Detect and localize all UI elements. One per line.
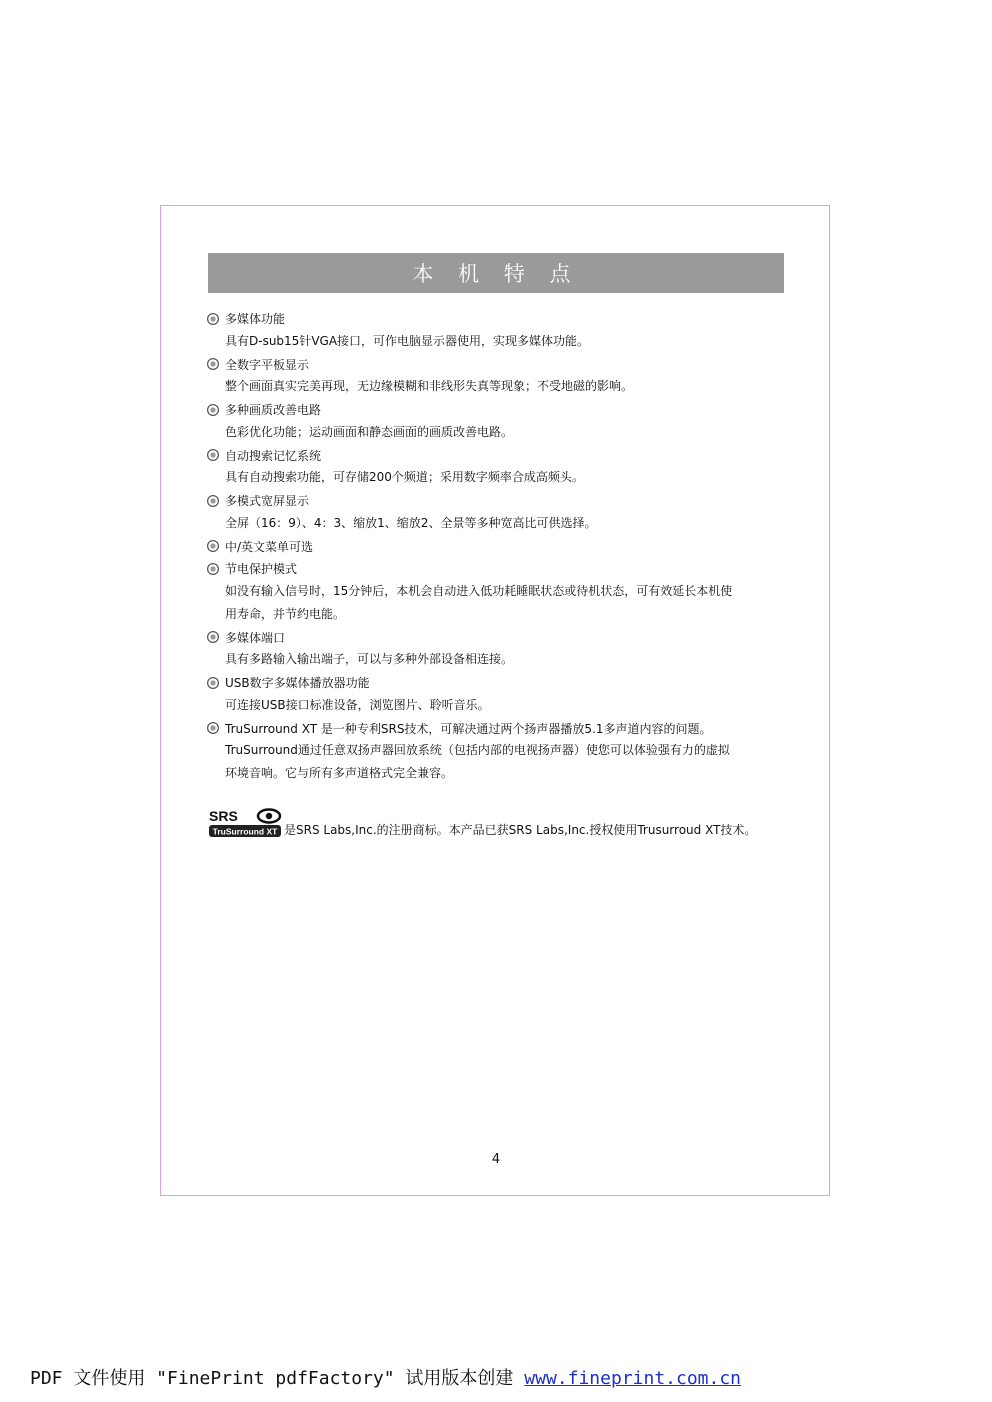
feature-description: TruSurround通过任意双扬声器回放系统（包括内部的电视扬声器）使您可以体验强有力的虚拟 — [225, 743, 730, 757]
feature-heading — [207, 353, 797, 375]
feature-description: 具有D-sub15针VGA接口，可作电脑显示器使用，实现多媒体功能。 — [225, 333, 590, 348]
feature-heading-text: 多模式宽屏显示 — [225, 494, 310, 508]
feature-description: 全屏（16：9）、4：3、缩放1、缩放2、全景等多种宽高比可供选择。 — [225, 515, 597, 530]
feature-heading — [207, 626, 797, 648]
bullet-icon — [207, 631, 219, 643]
feature-description: 环境音响。它与所有多声道格式完全兼容。 — [225, 766, 454, 780]
feature-item — [207, 399, 797, 444]
feature-item — [207, 308, 797, 353]
pdf-watermark — [30, 1364, 741, 1390]
feature-heading — [207, 490, 797, 512]
srs-trusurround-logo — [208, 808, 282, 838]
bullet-icon — [207, 495, 219, 507]
feature-item — [207, 626, 797, 671]
feature-item — [207, 672, 797, 717]
bullet-icon — [207, 563, 219, 575]
feature-heading — [207, 444, 797, 466]
feature-description: 如没有输入信号时，15分钟后，本机会自动进入低功耗睡眠状态或待机状态，可有效延长本机使 — [225, 583, 733, 598]
feature-description: 具有自动搜索功能，可存储200个频道；采用数字频率合成高频头。 — [225, 470, 584, 484]
watermark-text: PDF 文件使用 "FinePrint pdfFactory" 试用版本创建 — [30, 1368, 525, 1389]
feature-description: 具有多路输入输出端子，可以与多种外部设备相连接。 — [225, 652, 514, 666]
feature-description: 可连接USB接口标准设备，浏览图片、聆听音乐。 — [225, 697, 490, 712]
bullet-icon — [207, 404, 219, 416]
srs-footnote — [208, 808, 756, 838]
watermark-link[interactable]: www.fineprint.com.cn — [524, 1368, 742, 1389]
feature-heading — [207, 717, 797, 739]
feature-heading-text: 多媒体端口 — [225, 630, 286, 645]
feature-heading — [207, 308, 797, 330]
feature-heading-text: 多种画质改善电路 — [225, 403, 322, 417]
feature-heading-text: 节电保护模式 — [225, 562, 298, 576]
bullet-icon — [207, 540, 219, 552]
bullet-icon — [207, 449, 219, 461]
feature-heading-text: 全数字平板显示 — [225, 357, 310, 372]
svg-text:SRS: SRS — [209, 808, 238, 824]
bullet-icon — [207, 677, 219, 689]
bullet-icon — [207, 313, 219, 325]
feature-list — [207, 307, 797, 785]
feature-item — [207, 558, 797, 626]
feature-heading — [207, 558, 797, 580]
feature-heading-text: TruSurround XT 是一种专利SRS技术，可解决通过两个扬声器播放5.1多声道内容的问题。 — [225, 721, 712, 736]
feature-heading — [207, 399, 797, 421]
page-number: 4 — [491, 1152, 501, 1167]
feature-heading-text: 自动搜索记忆系统 — [225, 448, 322, 463]
feature-item — [207, 717, 797, 785]
bullet-icon — [207, 358, 219, 370]
feature-heading-text: 中/英文菜单可选 — [225, 539, 314, 554]
bullet-icon — [207, 722, 219, 734]
svg-text:TruSurround XT: TruSurround XT — [212, 826, 278, 837]
feature-heading-text: 多媒体功能 — [225, 312, 286, 326]
trademark-text: 是SRS Labs,Inc.的注册商标。本产品已获SRS Labs,Inc.授权使用Trusurroud XT技术。 — [284, 823, 757, 837]
feature-description: 色彩优化功能；运动画面和静态画面的画质改善电路。 — [225, 424, 514, 439]
feature-item — [207, 490, 797, 535]
feature-heading-text: USB数字多媒体播放器功能 — [225, 676, 370, 690]
feature-description: 用寿命，并节约电能。 — [225, 606, 346, 621]
feature-description: 整个画面真实完美再现，无边缘模糊和非线形失真等现象；不受地磁的影响。 — [225, 379, 634, 393]
feature-item — [207, 444, 797, 489]
feature-heading — [207, 535, 797, 557]
feature-heading — [207, 672, 797, 694]
feature-item — [207, 353, 797, 398]
page-title: 本 机 特 点 — [208, 253, 784, 293]
feature-item — [207, 535, 797, 557]
